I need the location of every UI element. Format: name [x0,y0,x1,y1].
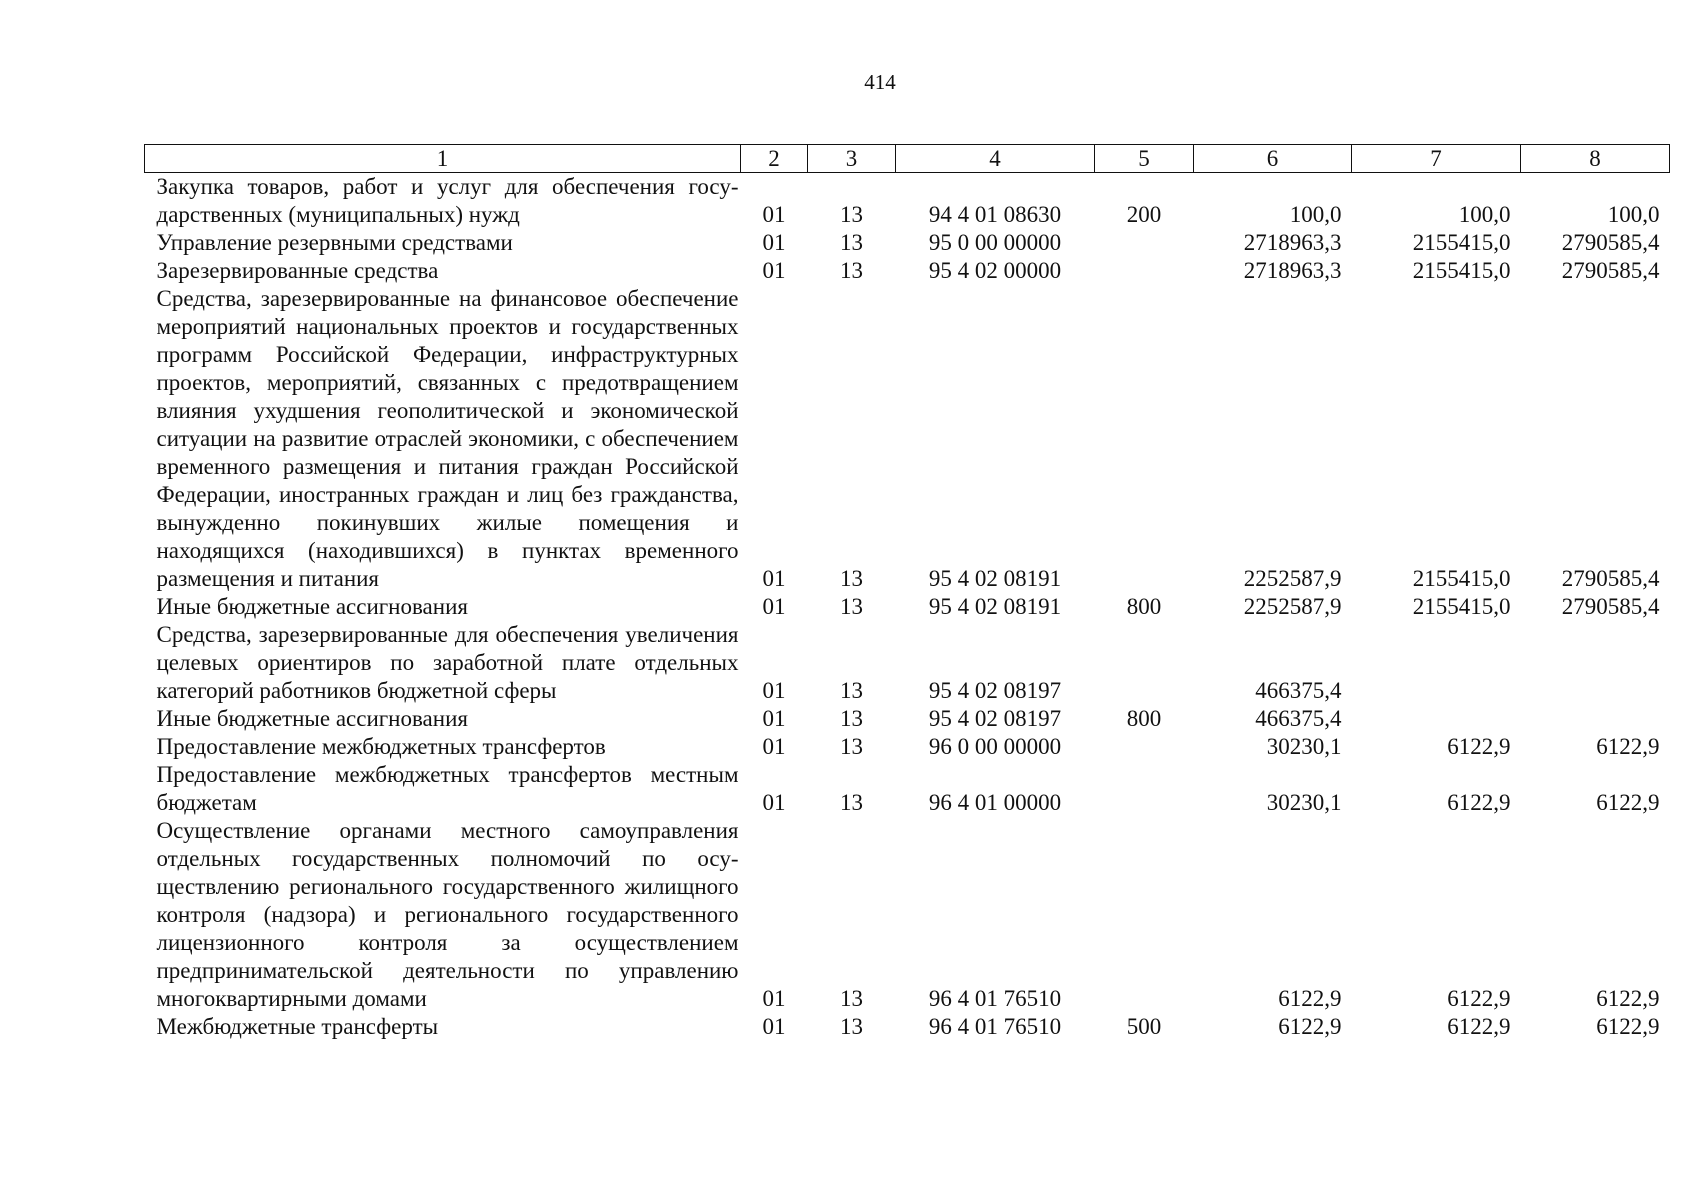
row-amount-2: 6122,9 [1447,734,1511,759]
row-amount-1: 2252587,9 [1243,594,1342,619]
row-expense-type [1095,761,1194,817]
row-amount-3: 2790585,4 [1561,594,1660,619]
header-col-3: 3 [808,145,896,173]
row-name: Иные бюджетные ассигнования [156,594,468,619]
row-target-article: 96 4 01 76510 [928,1014,1062,1039]
row-name: Зарезервированные средства [156,258,439,283]
row-section: 01 [762,1014,786,1039]
row-amount-3 [1521,621,1670,705]
row-section: 01 [762,734,786,759]
row-expense-type: 200 [1126,202,1162,227]
row-target-article: 96 4 01 00000 [928,790,1062,815]
header-col-8: 8 [1521,145,1670,173]
row-expense-type: 800 [1126,706,1162,731]
row-subsection: 13 [840,566,863,591]
row-amount-2 [1352,621,1521,705]
row-section: 01 [762,790,786,815]
header-col-7: 7 [1352,145,1521,173]
row-subsection: 13 [840,734,863,759]
row-section: 01 [762,706,786,731]
row-section: 01 [762,202,786,227]
table-row [145,705,1670,733]
row-target-article: 95 4 02 08191 [928,594,1062,619]
row-name: Средства, зарезервированные на финансовое обеспечение мероприятий национальных проектов и государственных программ Российской Федерации, инфраструктурных проектов, мероприятий, связанных с предотвращением влияния ухудшения геополитической и экономической ситуации на развитие отраслей экономики, с обеспечением временного размещения и питания граждан Российской Федерации, иностранных граждан и лиц без гражданства, вынужденно покинувших жилые помещения и находящихся (находившихся) в пунктах временного размещения и питания [156,286,739,591]
table-row [145,621,1670,705]
row-target-article: 95 0 00 00000 [928,230,1062,255]
header-col-2: 2 [741,145,808,173]
row-expense-type [1095,285,1194,593]
row-expense-type [1095,257,1194,285]
row-target-article: 95 4 02 00000 [928,258,1062,283]
row-amount-3 [1521,705,1670,733]
table-row [145,1013,1670,1041]
row-amount-2: 2155415,0 [1412,258,1511,283]
row-target-article: 95 4 02 08191 [928,566,1062,591]
table-row [145,229,1670,257]
table-row [145,761,1670,817]
row-section: 01 [762,986,786,1011]
header-col-5: 5 [1095,145,1194,173]
row-section: 01 [762,566,786,591]
row-expense-type: 800 [1126,594,1162,619]
budget-table [144,144,1670,1041]
row-amount-1: 6122,9 [1278,986,1342,1011]
header-col-1: 1 [145,145,741,173]
row-expense-type [1095,817,1194,1013]
row-name: Иные бюджетные ассигнования [156,706,468,731]
row-target-article: 96 4 01 76510 [928,986,1062,1011]
table-body [145,173,1670,1042]
row-amount-1: 6122,9 [1278,1014,1342,1039]
row-amount-1: 466375,4 [1255,706,1342,731]
row-amount-2: 6122,9 [1447,1014,1511,1039]
row-name: Предоставление межбюджетных трансфертов местным бюджетам [156,762,739,815]
header-col-4: 4 [896,145,1095,173]
row-subsection: 13 [840,678,863,703]
row-name: Осуществление органами местного самоуправления отдельных государственных полномочий по осуществлению регионального государственного жилищного контроля (надзора) и регионального государственного лицензионного контроля за осуществлением предпринимательской деятельности по управлению многоквартирными домами [156,818,739,1011]
row-amount-2: 6122,9 [1447,790,1511,815]
header-col-6: 6 [1194,145,1352,173]
row-amount-3: 6122,9 [1596,734,1660,759]
row-section: 01 [762,230,786,255]
row-amount-3: 6122,9 [1596,790,1660,815]
table-row [145,593,1670,621]
row-section: 01 [762,258,786,283]
row-subsection: 13 [840,258,863,283]
row-amount-2: 6122,9 [1447,986,1511,1011]
row-amount-1: 100,0 [1289,202,1342,227]
row-name: Управление резервными средствами [156,230,513,255]
row-amount-3: 2790585,4 [1561,258,1660,283]
table-row [145,173,1670,230]
row-target-article: 95 4 02 08197 [928,678,1062,703]
row-subsection: 13 [840,790,863,815]
row-expense-type [1095,733,1194,761]
row-amount-2: 100,0 [1458,202,1511,227]
row-name: Межбюджетные трансферты [156,1014,439,1039]
row-amount-2: 2155415,0 [1412,594,1511,619]
row-target-article: 95 4 02 08197 [928,706,1062,731]
row-amount-2 [1352,705,1521,733]
table-row [145,733,1670,761]
row-expense-type [1095,621,1194,705]
row-subsection: 13 [840,202,863,227]
table-header [145,145,1670,173]
row-target-article: 96 0 00 00000 [928,734,1062,759]
row-subsection: 13 [840,986,863,1011]
row-subsection: 13 [840,594,863,619]
row-name: Закупка товаров, работ и услуг для обеспечения государственных (муниципальных) нужд [156,174,739,227]
table-row [145,257,1670,285]
row-amount-3: 100,0 [1607,202,1660,227]
row-amount-2: 2155415,0 [1412,566,1511,591]
row-amount-1: 2252587,9 [1243,566,1342,591]
row-target-article: 94 4 01 08630 [928,202,1062,227]
table-row [145,285,1670,593]
header-row [145,145,1670,173]
row-amount-1: 466375,4 [1255,678,1342,703]
row-subsection: 13 [840,706,863,731]
row-amount-3: 2790585,4 [1561,566,1660,591]
row-expense-type [1095,229,1194,257]
row-amount-3: 6122,9 [1596,1014,1660,1039]
row-subsection: 13 [840,230,863,255]
table-row [145,817,1670,1013]
row-subsection: 13 [840,1014,863,1039]
page-number: 414 [864,70,896,94]
row-section: 01 [762,678,786,703]
row-amount-1: 2718963,3 [1243,230,1342,255]
row-section: 01 [762,594,786,619]
row-name: Предоставление межбюджетных трансфертов [156,734,606,759]
row-amount-1: 2718963,3 [1243,258,1342,283]
row-amount-3: 2790585,4 [1561,230,1660,255]
row-amount-1: 30230,1 [1266,734,1342,759]
row-expense-type: 500 [1126,1014,1162,1039]
row-name: Средства, зарезервированные для обеспечения увеличения целевых ориентиров по заработной плате отдельных категорий работников бюджетной сферы [156,622,739,703]
row-amount-2: 2155415,0 [1412,230,1511,255]
row-amount-3: 6122,9 [1596,986,1660,1011]
row-amount-1: 30230,1 [1266,790,1342,815]
